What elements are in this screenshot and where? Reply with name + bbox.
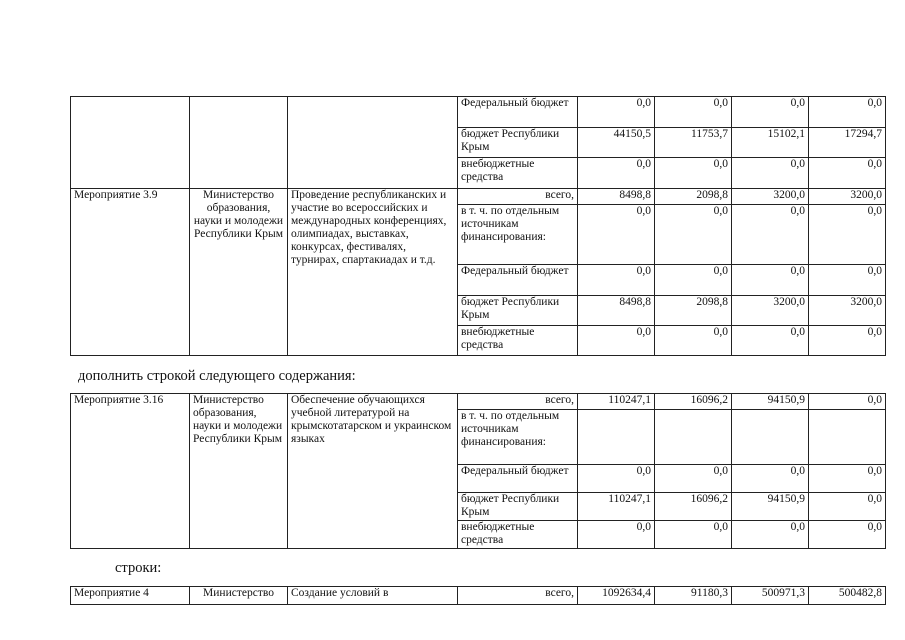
- funding-source: всего,: [458, 394, 578, 410]
- funding-source: Федеральный бюджет: [458, 97, 578, 128]
- funding-source: Федеральный бюджет: [458, 465, 578, 493]
- measure-id: Мероприятие 4: [71, 587, 190, 605]
- value-cell: 0,0: [809, 465, 886, 493]
- value-cell: 0,0: [655, 97, 732, 128]
- value-cell: 91180,3: [655, 587, 732, 605]
- value-cell: 0,0: [732, 205, 809, 265]
- table-measure-4: [70, 586, 886, 605]
- value-cell: 3200,0: [732, 189, 809, 205]
- measure-description: Проведение республиканских и участие во всероссийских и международных конференциях, олимпиадах, выставках, конкурсах, фестивалях, турнирах, спартакиадах и т.д.: [288, 189, 458, 356]
- value-cell: 0,0: [732, 97, 809, 128]
- value-cell: 0,0: [578, 158, 655, 189]
- measure-id: Мероприятие 3.16: [71, 394, 190, 549]
- value-cell: 500971,3: [732, 587, 809, 605]
- value-cell: 0,0: [732, 465, 809, 493]
- value-cell: 2098,8: [655, 296, 732, 326]
- value-cell: 17294,7: [809, 128, 886, 158]
- value-cell: 3200,0: [809, 296, 886, 326]
- value-cell: 44150,5: [578, 128, 655, 158]
- measure-description: Обеспечение обучающихся учебной литературой на крымскотатарском и украинском языках: [288, 394, 458, 549]
- value-cell: 0,0: [578, 265, 655, 296]
- value-cell: 110247,1: [578, 493, 655, 521]
- value-cell: 0,0: [809, 205, 886, 265]
- funding-source: Федеральный бюджет: [458, 265, 578, 296]
- value-cell: 0,0: [732, 521, 809, 549]
- funding-source: в т. ч. по отдельным источникам финансирования:: [458, 410, 578, 465]
- paragraph-rows: строки:: [115, 560, 162, 576]
- value-cell: [655, 410, 732, 465]
- funding-source: внебюджетные средства: [458, 326, 578, 356]
- value-cell: 0,0: [732, 158, 809, 189]
- value-cell: 1092634,4: [578, 587, 655, 605]
- measure-executor: Министерство образования, науки и молодежи Республики Крым: [190, 394, 288, 549]
- value-cell: 0,0: [809, 394, 886, 410]
- value-cell: 8498,8: [578, 296, 655, 326]
- funding-source: внебюджетные средства: [458, 158, 578, 189]
- value-cell: 0,0: [809, 97, 886, 128]
- value-cell: 0,0: [578, 97, 655, 128]
- value-cell: [732, 410, 809, 465]
- value-cell: 0,0: [809, 326, 886, 356]
- funding-source: всего,: [458, 587, 578, 605]
- measure-description: Создание условий в: [288, 587, 458, 605]
- value-cell: 3200,0: [732, 296, 809, 326]
- value-cell: 0,0: [809, 158, 886, 189]
- value-cell: 3200,0: [809, 189, 886, 205]
- value-cell: 0,0: [809, 493, 886, 521]
- table-measure-3-9: [70, 96, 886, 356]
- value-cell: 0,0: [578, 205, 655, 265]
- table-row: [71, 189, 886, 205]
- table-row: [71, 394, 886, 410]
- funding-source: бюджет Республики Крым: [458, 493, 578, 521]
- value-cell: 0,0: [732, 326, 809, 356]
- measure-id: Мероприятие 3.9: [71, 189, 190, 356]
- value-cell: 110247,1: [578, 394, 655, 410]
- value-cell: 0,0: [655, 465, 732, 493]
- funding-source: всего,: [458, 189, 578, 205]
- measure-executor: Министерство образования, науки и молодежи Республики Крым: [190, 189, 288, 356]
- value-cell: 500482,8: [809, 587, 886, 605]
- paragraph-add-row: дополнить строкой следующего содержания:: [78, 368, 356, 384]
- funding-source: бюджет Республики Крым: [458, 128, 578, 158]
- value-cell: 0,0: [655, 521, 732, 549]
- value-cell: 11753,7: [655, 128, 732, 158]
- value-cell: 0,0: [655, 158, 732, 189]
- funding-source: в т. ч. по отдельным источникам финансирования:: [458, 205, 578, 265]
- value-cell: 0,0: [578, 326, 655, 356]
- value-cell: 0,0: [655, 205, 732, 265]
- value-cell: 2098,8: [655, 189, 732, 205]
- value-cell: 94150,9: [732, 394, 809, 410]
- funding-source: внебюджетные средства: [458, 521, 578, 549]
- value-cell: 0,0: [732, 265, 809, 296]
- value-cell: 16096,2: [655, 493, 732, 521]
- value-cell: 94150,9: [732, 493, 809, 521]
- value-cell: 0,0: [655, 265, 732, 296]
- value-cell: [578, 410, 655, 465]
- funding-source: бюджет Республики Крым: [458, 296, 578, 326]
- value-cell: 0,0: [809, 521, 886, 549]
- value-cell: 0,0: [578, 521, 655, 549]
- value-cell: 15102,1: [732, 128, 809, 158]
- value-cell: 0,0: [809, 265, 886, 296]
- table-row: [71, 587, 886, 605]
- value-cell: 0,0: [655, 326, 732, 356]
- table-measure-3-16: [70, 393, 886, 549]
- value-cell: [809, 410, 886, 465]
- measure-executor: Министерство: [190, 587, 288, 605]
- value-cell: 8498,8: [578, 189, 655, 205]
- value-cell: 0,0: [578, 465, 655, 493]
- value-cell: 16096,2: [655, 394, 732, 410]
- table-row: [71, 97, 886, 128]
